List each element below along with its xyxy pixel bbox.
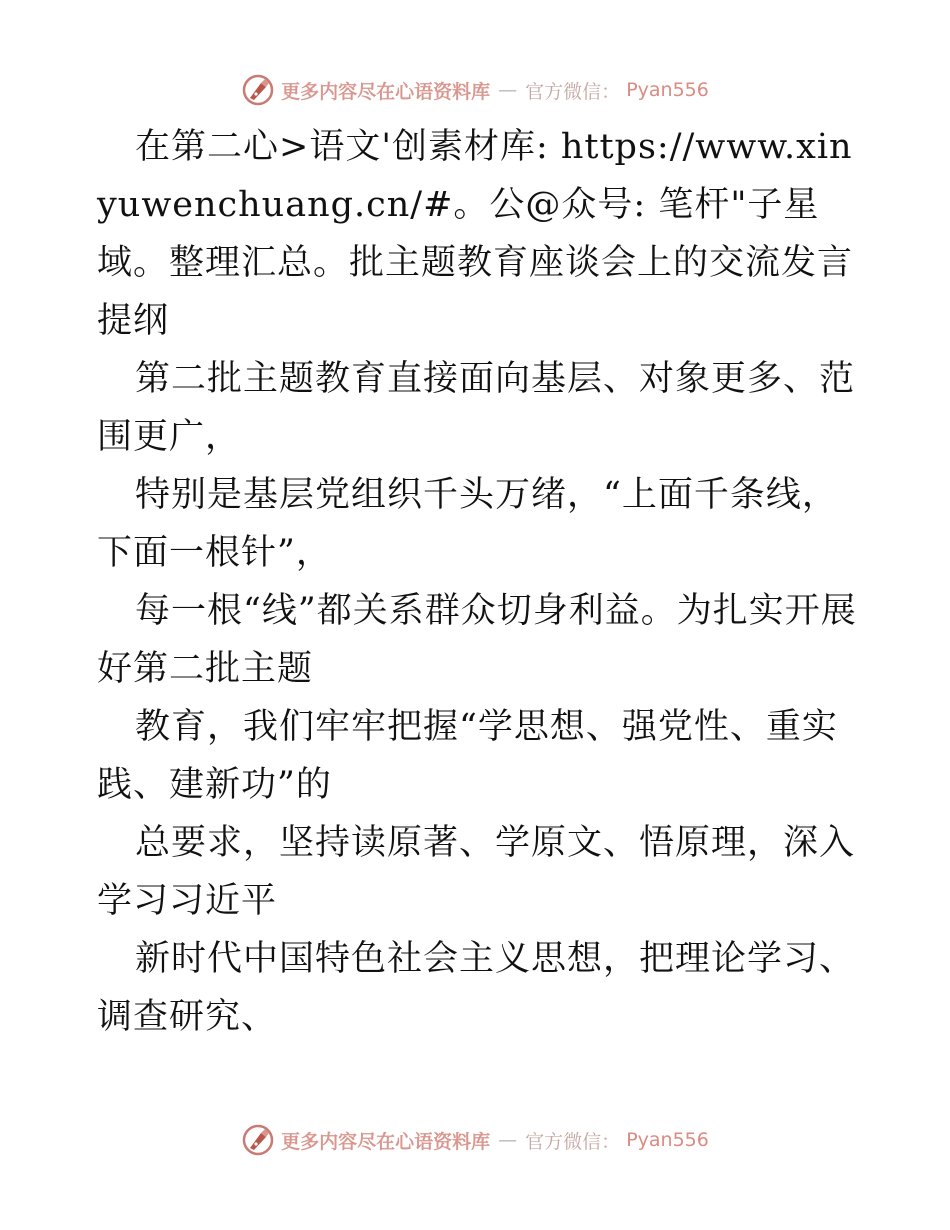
banner-wechat-id: Pyan556 <box>626 79 709 101</box>
banner-site-name: 更多内容尽在心语资料库 <box>281 80 491 103</box>
banner-dash: — <box>498 79 518 101</box>
header-banner <box>0 70 950 110</box>
paragraph-1: 在第二心>语文'创素材库: https://www.xinyuwenchuang.cn/#。公@众号: 笔杆"子星域。整理汇总。批主题教育座谈会上的交流发言提纲 <box>97 127 854 341</box>
footer-dash: — <box>498 1129 518 1151</box>
paragraph-3: 特别是基层党组织千头万绪，“上面千条线，下面一根针”， <box>97 475 838 573</box>
document-body <box>97 118 857 1046</box>
paragraph-7: 新时代中国特色社会主义思想，把理论学习、调查研究、 <box>97 939 856 1037</box>
paragraph-2: 第二批主题教育直接面向基层、对象更多、范围更广， <box>97 359 856 457</box>
footer-site-name: 更多内容尽在心语资料库 <box>281 1130 491 1153</box>
footer-wechat-id: Pyan556 <box>626 1129 709 1151</box>
paragraph-6: 总要求，坚持读原著、学原文、悟原理，深入学习习近平 <box>97 823 856 921</box>
paragraph-4: 每一根“线”都关系群众切身利益。为扎实开展好第二批主题 <box>97 591 857 689</box>
footer-banner <box>0 1120 950 1160</box>
paragraph-5: 教育，我们牢牢把握“学思想、强党性、重实践、建新功”的 <box>97 707 838 805</box>
pen-nib-logo-icon <box>241 1123 275 1157</box>
footer-wechat-label: 官方微信： <box>525 1130 621 1153</box>
pen-nib-logo-icon <box>241 73 275 107</box>
banner-wechat-label: 官方微信： <box>525 80 621 103</box>
